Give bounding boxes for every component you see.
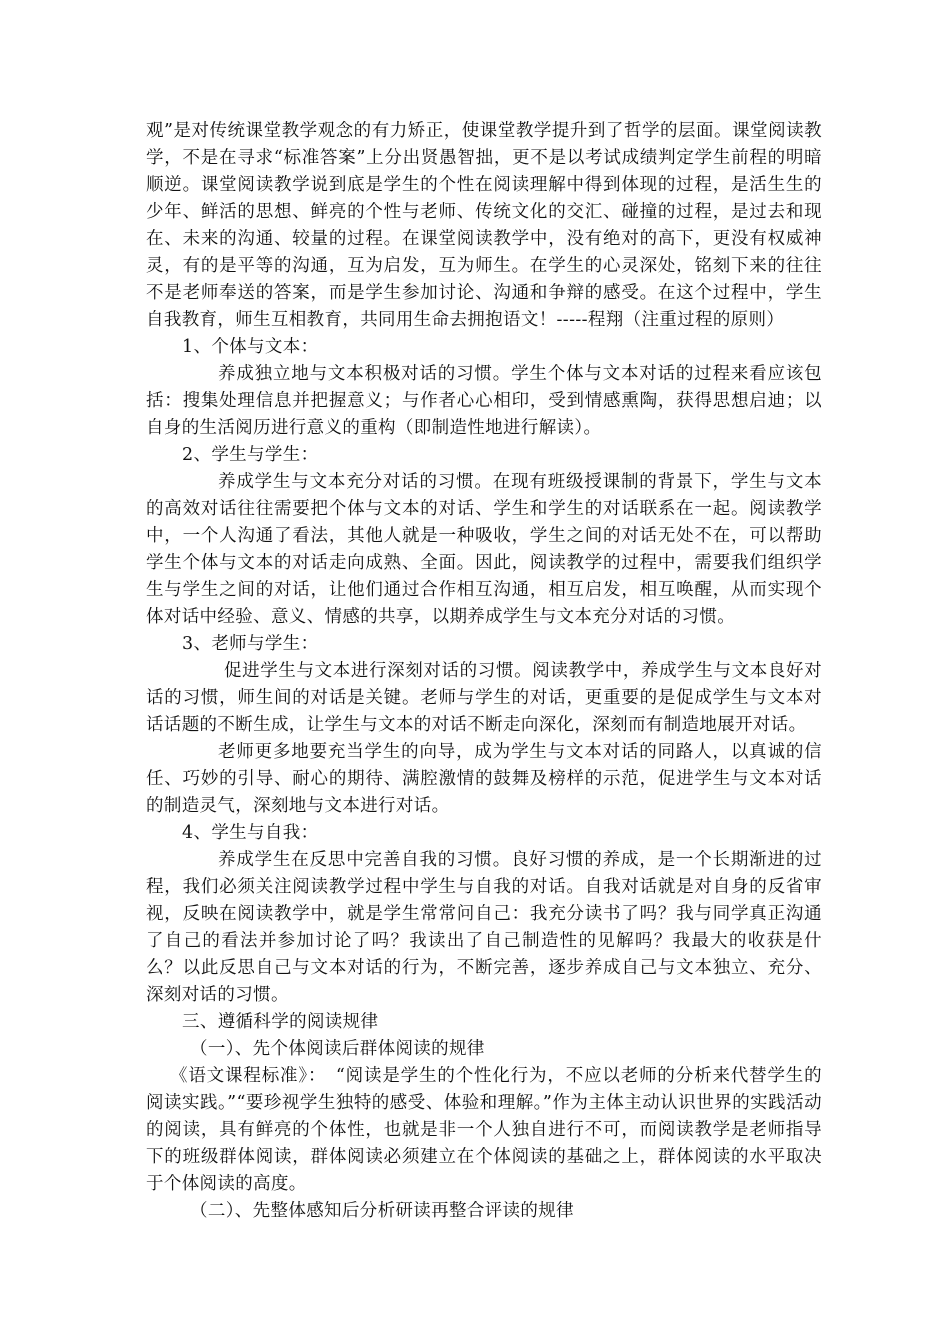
subsection-heading-whole-then-analysis: （二）、先整体感知后分析研读再整合评读的规律 <box>190 1201 574 1221</box>
paragraph-opening: 观”是对传统课堂教学观念的有力矫正，使课堂教学提升到了哲学的层面。课堂阅读教学，不是在寻求“标准答案”上分出贤愚智拙，更不是以考试成绩判定学生前程的明暗顺逆。课堂阅读教学说到底是学生的个性在阅读理解中得到体现的过程，是活生生的少年、鲜活的思想、鲜亮的个性与老师、传统文化的交汇、碰撞的过程，是过去和现在、未来的沟通、较量的过程。在课堂阅读教学中，没有绝对的高下，更没有权威神灵，有的是平等的沟通，互为启发，互为师生。在学生的心灵深处，铭刻下来的往往不是老师奉送的答案，而是学生参加讨论、沟通和争辩的感受。在这个过程中，学生自我教育，师生互相教育，共同用生命去拥抱语文！-----程翔（注重过程的原则） <box>146 121 822 330</box>
heading-teacher-and-student: 3、老师与学生： <box>182 634 319 654</box>
heading-individual-and-text: 1、个体与文本： <box>182 337 319 357</box>
subsection-heading-individual-then-group: （一）、先个体阅读后群体阅读的规律 <box>190 1039 485 1059</box>
paragraph-student-and-self: 养成学生在反思中完善自我的习惯。良好习惯的养成，是一个长期渐进的过程，我们必须关注阅读教学过程中学生与自我的对话。自我对话就是对自身的反省审视，反映在阅读教学中，就是学生常常问自己：我充分读书了吗？我与同学真正沟通了自己的看法并参加讨论了吗？我读出了自己制造性的见解吗？我最大的收获是什么？以此反思自己与文本对话的行为，不断完善，逐步养成自己与文本独立、充分、深刻对话的习惯。 <box>146 850 822 1005</box>
paragraph-individual-and-text: 养成独立地与文本积极对话的习惯。学生个体与文本对话的过程来看应该包括：搜集处理信息并把握意义；与作者心心相印，受到情感熏陶，获得思想启迪；以自身的生活阅历进行意义的重构（即制造性地进行解读）。 <box>146 364 822 438</box>
section-heading-reading-laws: 三、遵循科学的阅读规律 <box>182 1012 379 1032</box>
document-body <box>146 118 822 1225</box>
heading-student-and-student: 2、学生与学生： <box>182 445 319 465</box>
paragraph-teacher-and-student-1: 促进学生与文本进行深刻对话的习惯。阅读教学中，养成学生与文本良好对话的习惯，师生间的对话是关键。老师与学生的对话，更重要的是促成学生与文本对话话题的不断生成，让学生与文本的对话不断走向深化，深刻而有制造地展开对话。 <box>146 661 822 735</box>
paragraph-curriculum-standard: 《语文课程标准》： “阅读是学生的个性化行为，不应以老师的分析来代替学生的阅读实践。”“要珍视学生独特的感受、体验和理解。”作为主体主动认识世界的实践活动的阅读，具有鲜亮的个体性，也就是非一个人独自进行不可，而阅读教学是老师指导下的班级群体阅读，群体阅读必须建立在个体阅读的基础之上，群体阅读的水平取决于个体阅读的高度。 <box>146 1066 822 1194</box>
paragraph-student-and-student: 养成学生与文本充分对话的习惯。在现有班级授课制的背景下，学生与文本的高效对话往往需要把个体与文本的对话、学生和学生的对话联系在一起。阅读教学中，一个人沟通了看法，其他人就是一种吸收，学生之间的对话无处不在，可以帮助学生个体与文本的对话走向成熟、全面。因此，阅读教学的过程中，需要我们组织学生与学生之间的对话，让他们通过合作相互沟通，相互启发，相互唤醒，从而实现个体对话中经验、意义、情感的共享，以期养成学生与文本充分对话的习惯。 <box>146 472 822 627</box>
heading-student-and-self: 4、学生与自我： <box>182 823 319 843</box>
paragraph-teacher-and-student-2: 老师更多地要充当学生的向导，成为学生与文本对话的同路人，以真诚的信任、巧妙的引导、耐心的期待、满腔激情的鼓舞及榜样的示范，促进学生与文本对话的制造灵气，深刻地与文本进行对话。 <box>146 742 822 816</box>
